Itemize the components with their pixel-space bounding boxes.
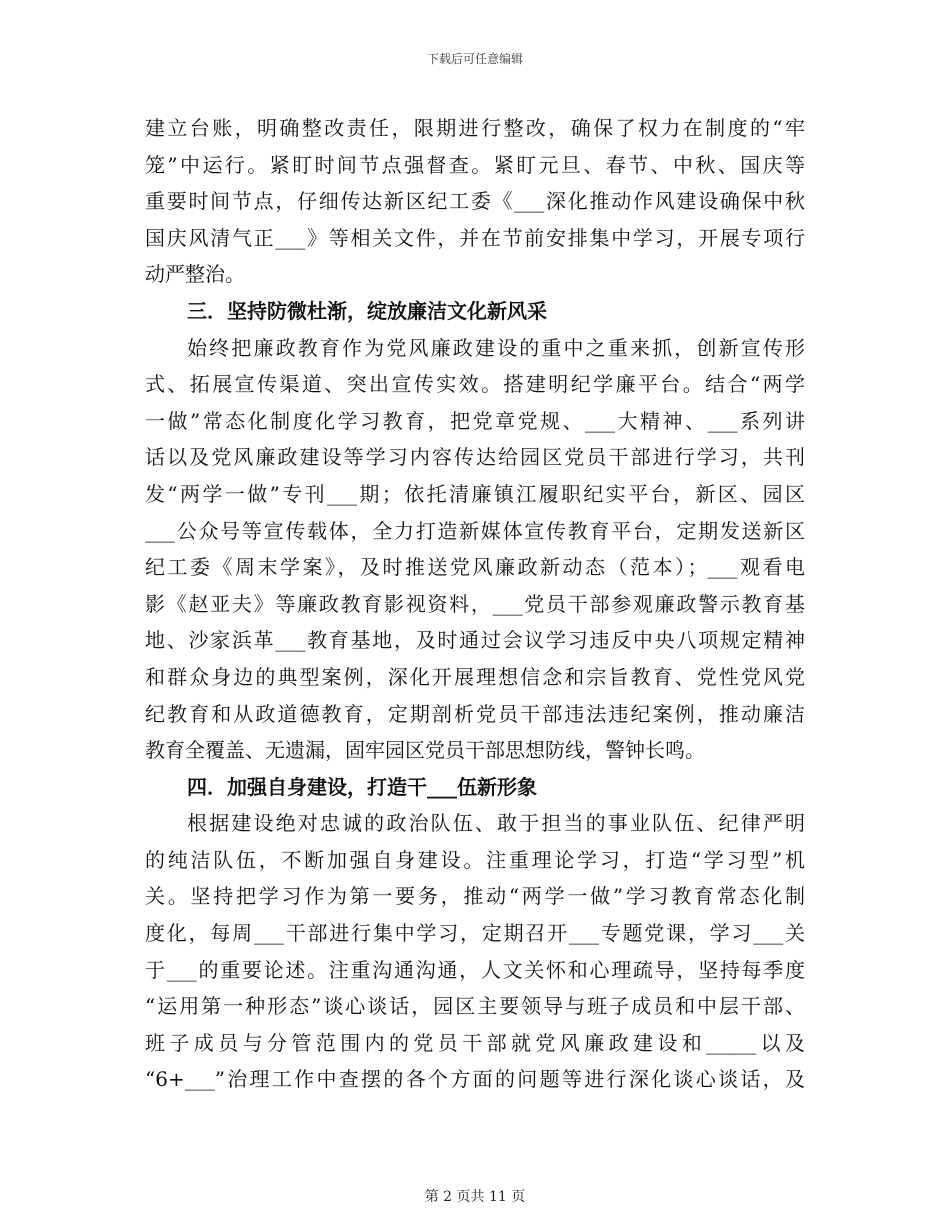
text-line: 式、拓展宣传渠道、突出宣传实效。搭建明纪学廉平台。结合“两学 xyxy=(145,372,805,397)
text-line: 关。坚持把学习作为第一要务，推动“两学一做”学习教育常态化制 xyxy=(145,884,805,909)
text-line: 于___的重要论述。注重沟通沟通，人文关怀和心理疏导，坚持每季度 xyxy=(145,957,805,982)
page-header: 下载后可任意编辑 xyxy=(426,52,523,66)
text-line: 一做”常态化制度化学习教育，把党章党规、___大精神、___系列讲 xyxy=(145,408,805,433)
text-line: 和群众身边的典型案例，深化开展理想信念和宗旨教育、党性党风党 xyxy=(145,664,805,689)
paragraph xyxy=(145,805,805,1098)
document-body xyxy=(145,110,805,1098)
text-line: 纪工委《周末学案》，及时推送党风廉政新动态（范本）；___观看电 xyxy=(145,555,805,580)
paragraph xyxy=(145,330,805,769)
text-line: 笼”中运行。紧盯时间节点强督查。紧盯元旦、春节、中秋、国庆等 xyxy=(145,152,805,177)
paragraph xyxy=(145,110,805,293)
section-heading xyxy=(145,769,805,806)
page-number: 第 2 页共 11 页 xyxy=(424,1189,526,1205)
text-line: 影《赵亚夫》等廉政教育影视资料，___党员干部参观廉政警示教育基 xyxy=(145,591,805,616)
text-line: ___公众号等宣传载体，全力打造新媒体宣传教育平台，定期发送新区 xyxy=(145,518,805,543)
text-line: 始终把廉政教育作为党风廉政建设的重中之重来抓，创新宣传形 xyxy=(187,335,805,360)
text-line: 建立台账，明确整改责任，限期进行整改，确保了权力在制度的“牢 xyxy=(145,116,805,140)
text-line: 国庆风清气正___》等相关文件，并在节前安排集中学习，开展专项行 xyxy=(145,225,805,250)
text-line: “6+___”治理工作中查摆的各个方面的问题等进行深化谈心谈话，及 xyxy=(145,1067,805,1092)
text-line: 话以及党风廉政建设等学习内容传达给园区党员干部进行学习，共刊 xyxy=(145,445,805,470)
heading-text: 三．坚持防微杜渐，绽放廉洁文化新风采 xyxy=(187,298,547,323)
text-line: 纪教育和从政道德教育，定期剖析党员干部违法违纪案例，推动廉洁 xyxy=(145,701,805,726)
text-line: “运用第一种形态”谈心谈话，园区主要领导与班子成员和中层干部、 xyxy=(145,994,805,1019)
text-line: 发“两学一做”专刊___期；依托清廉镇江履职纪实平台，新区、园区 xyxy=(145,481,805,506)
text-line: 班子成员与分管范围内的党员干部就党风廉政建设和_____以及 xyxy=(145,1030,805,1055)
text-line: 重要时间节点，仔细传达新区纪工委《___深化推动作风建设确保中秋 xyxy=(145,189,805,214)
section-heading xyxy=(145,293,805,330)
text-line: 动严整治。 xyxy=(145,262,245,287)
text-line: 教育全覆盖、无遗漏，固牢园区党员干部思想防线，警钟长鸣。 xyxy=(145,738,705,763)
text-line: 的纯洁队伍，不断加强自身建设。注重理论学习，打造“学习型”机 xyxy=(145,847,805,872)
text-line: 地、沙家浜革___教育基地，及时通过会议学习违反中央八项规定精神 xyxy=(145,628,805,653)
heading-text: 四．加强自身建设，打造干___伍新形象 xyxy=(187,774,537,799)
text-line: 度化，每周___干部进行集中学习，定期召开___专题党课，学习___关 xyxy=(145,921,805,946)
text-line: 根据建设绝对忠诚的政治队伍、敢于担当的事业队伍、纪律严明 xyxy=(187,811,805,836)
